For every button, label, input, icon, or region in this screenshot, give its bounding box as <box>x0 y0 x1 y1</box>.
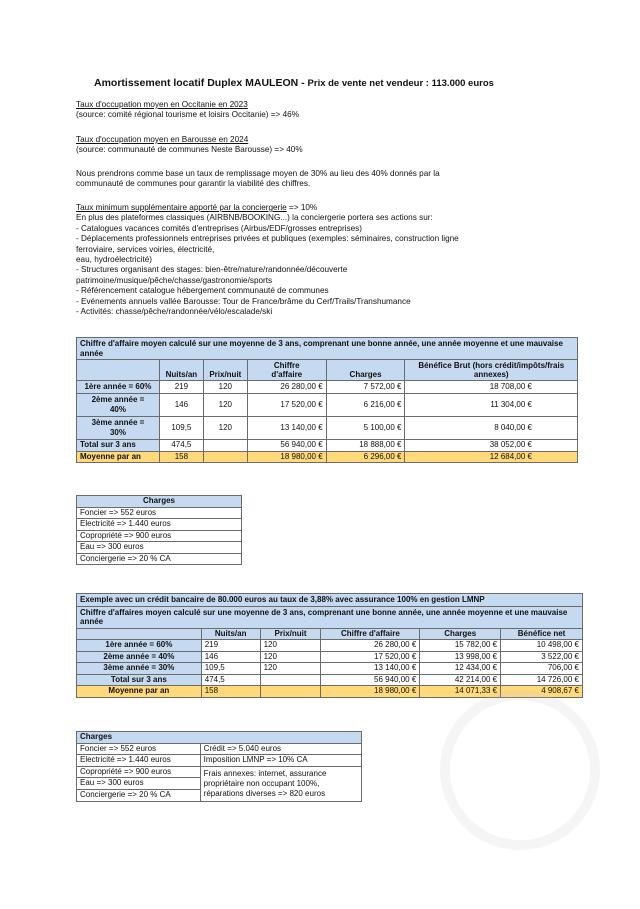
occitanie-title: Taux d'occupation moyen en Occitanie en 2023 <box>76 100 248 109</box>
conciergerie-line: - Activités: chasse/pêche/randonnée/vélo/escalade/ski <box>76 307 273 317</box>
row-label: 3ème année = 30% <box>77 417 160 440</box>
table-cell: 706,00 € <box>501 663 583 675</box>
row-label: Moyenne par an <box>77 686 202 698</box>
charge-item: Copropriété => 900 euros <box>77 766 201 778</box>
table-cell: 474,5 <box>201 674 260 686</box>
table-cell: 42 214,00 € <box>420 674 501 686</box>
table-cell: 4 908,67 € <box>501 686 583 698</box>
charge-credit: Crédit => 5.040 euros <box>200 743 361 755</box>
average-row <box>77 451 578 463</box>
title-main: Amortissement locatif Duplex MAULEON - <box>94 77 308 89</box>
row-label: 1ère année = 60% <box>77 381 160 394</box>
table-cell <box>203 440 247 452</box>
table-header: Nuits/an <box>159 360 203 381</box>
charge-item: Foncier => 552 euros <box>77 743 201 755</box>
table-cell: 146 <box>159 394 203 417</box>
table-cell: 120 <box>260 640 321 652</box>
row-label: Total sur 3 ans <box>77 440 160 452</box>
table-header: Bénéfice Brut (hors crédit/impôts/frais annexes) <box>405 360 578 381</box>
table-cell: 109,5 <box>159 417 203 440</box>
conciergerie-title-line <box>76 203 459 213</box>
table-cell: 120 <box>260 651 321 663</box>
table-row <box>77 381 578 394</box>
table-cell: 14 071,33 € <box>420 686 501 698</box>
table-cell: 5 100,00 € <box>326 417 405 440</box>
table-header: Charges <box>326 360 405 381</box>
table-header: Prix/nuit <box>260 628 321 640</box>
table-header: Nuits/an <box>201 628 260 640</box>
table-cell: 6 296,00 € <box>326 451 405 463</box>
table-cell: 474,5 <box>159 440 203 452</box>
table-header: Chiffre d'affaire <box>321 628 420 640</box>
table-cell: 158 <box>159 451 203 463</box>
table-cell: 18 980,00 € <box>247 451 326 463</box>
table-cell: 219 <box>201 640 260 652</box>
table-cell: 26 280,00 € <box>321 640 420 652</box>
table-row <box>77 651 583 663</box>
title-price: Prix de vente net vendeur : 113.000 euros <box>307 78 494 89</box>
conciergerie-line: En plus des plateformes classiques (AIRBNB/BOOKING...) la conciergerie portera ses actions sur: <box>76 213 433 223</box>
conciergerie-line: - Catalogues vacances comités d'entreprises (Airbus/EDF/grosses entreprises) <box>76 223 362 233</box>
conciergerie-line: - Structures organisant des stages: bien-être/nature/randonnée/découverte <box>76 265 348 275</box>
table-header: Prix/nuit <box>203 360 247 381</box>
watermark-circle <box>440 690 600 850</box>
total-row <box>77 674 583 686</box>
conciergerie-line: ferroviaire, services voiries, électricité, <box>76 244 215 254</box>
row-label: 1ère année = 60% <box>77 640 202 652</box>
conciergerie-line: - Déplacements professionnels entreprises privées et publiques (exemples: séminaires, construction ligne <box>76 234 459 244</box>
table-cell: 8 040,00 € <box>405 417 578 440</box>
table-cell: 26 280,00 € <box>247 381 326 394</box>
table-cell: 3 522,00 € <box>501 651 583 663</box>
table-cell: 14 726,00 € <box>501 674 583 686</box>
table-cell: 18 888,00 € <box>326 440 405 452</box>
table-cell: 109,5 <box>201 663 260 675</box>
table-row <box>77 417 578 440</box>
barousse-source: (source: communauté de communes Neste Barousse) => 40% <box>76 145 303 155</box>
table-cell: 219 <box>159 381 203 394</box>
table-cell: 120 <box>203 381 247 394</box>
table-header: Charges <box>420 628 501 640</box>
table-cell: 12 684,00 € <box>405 451 578 463</box>
charge-item: Copropriété => 900 euros <box>77 530 242 542</box>
base-block <box>76 169 440 190</box>
conciergerie-block <box>76 203 459 317</box>
conciergerie-line: patrimoine/musique/pêche/chasse/gastronomie/sports <box>76 275 273 285</box>
table-cell: 120 <box>203 394 247 417</box>
base-line-1: Nous prendrons comme base un taux de remplissage moyen de 30% au lieu des 40% donnés par la <box>76 169 440 178</box>
charge-item: Eau => 300 euros <box>77 542 242 554</box>
table-cell: 18 708,00 € <box>405 381 578 394</box>
charge-item: Conciergerie => 20 % CA <box>77 553 242 565</box>
barousse-block <box>76 135 303 156</box>
table-cell: 17 520,00 € <box>321 651 420 663</box>
row-label: 3ème année = 30% <box>77 663 202 675</box>
revenue-table-caption: Chiffre d'affaire moyen calculé sur une moyenne de 3 ans, comprenant une bonne année, une année moyenne et une mauvaise année <box>77 338 578 360</box>
row-label: 2ème année = 40% <box>77 394 160 417</box>
charge-item: Electricité => 1.440 euros <box>77 755 201 767</box>
table-row <box>77 663 583 675</box>
table-row <box>77 394 578 417</box>
table-header <box>77 628 202 640</box>
table-header: Bénéfice net <box>501 628 583 640</box>
base-line-2: communauté de communes pour garantir la viabilité des chiffres. <box>76 179 311 189</box>
charge-item: Conciergerie => 20 % CA <box>77 789 201 801</box>
table-cell: 56 940,00 € <box>247 440 326 452</box>
table-cell: 17 520,00 € <box>247 394 326 417</box>
page-title <box>94 77 494 89</box>
charges-table <box>76 495 242 565</box>
table-cell: 7 572,00 € <box>326 381 405 394</box>
credit-table-caption: Exemple avec un crédit bancaire de 80.000 euros au taux de 3,88% avec assurance 100% en gestion LMNP <box>77 594 583 607</box>
table-cell: 146 <box>201 651 260 663</box>
row-label: Moyenne par an <box>77 451 160 463</box>
row-label: Total sur 3 ans <box>77 674 202 686</box>
conciergerie-line: - Référencement catalogue hébergement communauté de communes <box>76 286 329 296</box>
barousse-title: Taux d'occupation moyen en Barousse en 2024 <box>76 135 249 144</box>
table-cell: 10 498,00 € <box>501 640 583 652</box>
charges-header: Charges <box>77 496 242 508</box>
charge-item: Electricité => 1.440 euros <box>77 519 242 531</box>
table-row <box>77 640 583 652</box>
table-cell <box>260 686 321 698</box>
table-cell: 6 216,00 € <box>326 394 405 417</box>
table-cell: 38 052,00 € <box>405 440 578 452</box>
conciergerie-line: - Evénements annuels vallée Barousse: Tour de France/brâme du Cerf/Trails/Transhumance <box>76 296 411 306</box>
row-label: 2ème année = 40% <box>77 651 202 663</box>
credit-table-subcaption: Chiffre d'affaires moyen calculé sur une moyenne de 3 ans, comprenant une bonne année, une année moyenne et une mauvaise année <box>77 606 583 628</box>
total-row <box>77 440 578 452</box>
charges-credit-table <box>76 731 362 802</box>
table-cell: 56 940,00 € <box>321 674 420 686</box>
conciergerie-title: Taux minimum supplémentaire apporté par la conciergerie <box>76 203 287 212</box>
table-cell: 12 434,00 € <box>420 663 501 675</box>
table-cell <box>203 451 247 463</box>
credit-table <box>76 593 583 698</box>
conciergerie-line: eau, hydroélectricité) <box>76 255 152 265</box>
table-cell: 120 <box>203 417 247 440</box>
table-cell: 13 140,00 € <box>247 417 326 440</box>
table-cell <box>260 674 321 686</box>
table-header <box>77 360 160 381</box>
conciergerie-value: => 10% <box>286 203 318 212</box>
charge-item: Foncier => 552 euros <box>77 507 242 519</box>
table-cell: 15 782,00 € <box>420 640 501 652</box>
occitanie-block <box>76 100 299 121</box>
occitanie-source: (source: comité régional tourisme et loisirs Occitanie) => 46% <box>76 110 299 120</box>
table-cell: 158 <box>201 686 260 698</box>
table-cell: 13 140,00 € <box>321 663 420 675</box>
charge-frais: Frais annexes: internet, assurance propriétaire non occupant 100%, réparations diverses => 820 euros <box>200 766 361 801</box>
charges-header: Charges <box>77 732 362 744</box>
table-cell: 18 980,00 € <box>321 686 420 698</box>
charge-imposition: Imposition LMNP => 10% CA <box>200 755 361 767</box>
table-header: Chiffre d'affaire <box>247 360 326 381</box>
table-cell: 11 304,00 € <box>405 394 578 417</box>
table-cell: 13 998,00 € <box>420 651 501 663</box>
revenue-table <box>76 337 578 463</box>
table-cell: 120 <box>260 663 321 675</box>
charge-item: Eau => 300 euros <box>77 778 201 790</box>
